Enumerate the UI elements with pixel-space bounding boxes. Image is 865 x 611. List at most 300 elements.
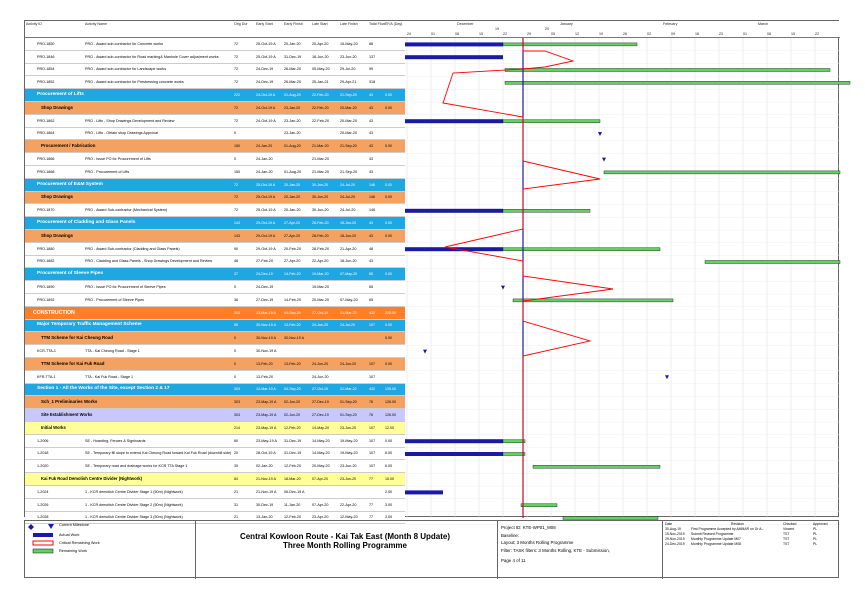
- cell-id: PRO-1862: [37, 118, 55, 123]
- cell-name: SE - Temporary road and drainage works for KCR TTA Stage 1: [85, 464, 188, 469]
- cell-tf: 99: [369, 67, 374, 72]
- cell-tf: 76: [369, 413, 373, 418]
- critical-work-swatch: [33, 541, 53, 545]
- cell-es: 13-Feb-20: [256, 361, 273, 366]
- cell-dur: 72: [234, 208, 239, 213]
- cell-es: 24-Oct-19 A: [256, 93, 276, 98]
- cell-ef: 02-Jun-20: [284, 400, 301, 405]
- band: [405, 384, 840, 397]
- group-row[interactable]: [25, 89, 405, 102]
- cell-id: KFR-TTA-1: [37, 374, 56, 379]
- cell-tf: 146: [369, 195, 375, 200]
- cell-es: 23-May-19 A: [256, 425, 277, 430]
- cell-name: PRO - Procurement of Lifts: [85, 169, 130, 174]
- cell-dur: 21: [234, 515, 239, 520]
- cell-ls: 23-Apr-20: [312, 515, 329, 520]
- cell-lf: 01-Sep-20: [340, 400, 357, 405]
- cell-dur: 0: [234, 157, 237, 162]
- cell-es: 28-Oct-19 A: [256, 451, 276, 456]
- cell-dur: 90: [234, 246, 239, 251]
- cell-es: 29-Oct-19 A: [256, 221, 276, 226]
- cell-id: PRO-1866: [37, 157, 55, 162]
- band: [405, 409, 840, 422]
- cell-lf: 29-Jul-20: [340, 67, 356, 72]
- column-header: [25, 21, 840, 38]
- cell-tf: 137: [369, 54, 376, 59]
- cell-ef: 30-Nov-19 A: [284, 336, 304, 341]
- cell-ls: 20-Mar-20: [312, 297, 330, 302]
- cell-ls: 27-Oct-19: [312, 387, 328, 392]
- cell-es: 29-Oct-19 A: [256, 246, 276, 251]
- cell-name: PRO - Award sub-contractor for Landscape works: [85, 67, 167, 72]
- cell-tfa: 0.00: [385, 105, 392, 110]
- week-label: 23: [719, 32, 723, 36]
- revision-cell: Submit Revised Programme: [691, 532, 734, 536]
- cell-name: TTA - Kai Fuk Road - Stage 1: [85, 374, 134, 379]
- cell-ls: 24-Jun-20: [312, 323, 329, 328]
- group-row[interactable]: [25, 409, 405, 422]
- actual-bar: [405, 42, 503, 46]
- year-label: 19: [495, 27, 499, 31]
- column-header-0[interactable]: Activity ID: [26, 22, 42, 26]
- cell-ef: 27-Apr-20: [284, 233, 300, 238]
- remaining-bar: [503, 209, 590, 212]
- table-row[interactable]: [25, 76, 405, 89]
- cell-es: 13-Feb-20: [256, 374, 274, 379]
- cell-tfa: 2.00: [385, 489, 393, 494]
- cell-es: 24-Dec-19: [256, 80, 274, 85]
- cell-es: 29-Oct-19 A: [256, 233, 276, 238]
- week-label: 08: [767, 32, 771, 36]
- cell-name: PRO - Lifts - Obtain shop Drawings Approval: [85, 131, 158, 136]
- cell-name: PRO - Cladding and Glass Panels - Shop Drawings Development and Review: [85, 259, 213, 264]
- remaining-work-swatch: [33, 549, 53, 553]
- cell-ef: 01-Aug-20: [284, 169, 302, 174]
- group-row[interactable]: [25, 179, 405, 192]
- cell-tf: 48: [369, 246, 374, 251]
- cell-tf: 65: [369, 272, 373, 277]
- cell-id: PRO-1854: [37, 67, 55, 72]
- column-header-1[interactable]: Activity Name: [85, 22, 107, 26]
- cell-tf: 77: [369, 477, 373, 482]
- cell-tf: 146: [369, 182, 375, 187]
- cell-id: 1-2006: [37, 438, 49, 443]
- cell-es: 27-Feb-20: [256, 259, 274, 264]
- group-row[interactable]: [25, 140, 405, 153]
- cell-es: 30-Nov-19 A: [256, 323, 276, 328]
- cell-name: 1 - KCR demolish Centre Divider Stage 3 (50m) (Nightwork): [85, 515, 183, 520]
- cell-ef: 01-Aug-20: [284, 144, 301, 149]
- table-row[interactable]: [25, 204, 405, 217]
- cell-tf: 43: [369, 105, 373, 110]
- milestone-diamond-icon: [28, 524, 34, 530]
- column-header-2[interactable]: Orig Dur: [234, 22, 248, 26]
- cell-dur: 0: [234, 374, 237, 379]
- band: [405, 268, 840, 281]
- cell-lf: 23-Jun-20: [340, 477, 357, 482]
- table-row[interactable]: [25, 460, 405, 473]
- cell-dur: 37: [234, 272, 238, 277]
- group-title: CONSTRUCTION: [33, 309, 75, 316]
- cell-name: PRO - Award sub-contractor for Road marking& Manhole Cover adjustment works: [85, 54, 219, 59]
- cell-lf: 24-Jul-20: [340, 323, 355, 328]
- table-row[interactable]: [25, 166, 405, 179]
- cell-dur: 30: [234, 464, 239, 469]
- week-label: 15: [791, 32, 795, 36]
- cell-dur: 20: [234, 451, 239, 456]
- legend-panel: [24, 520, 839, 578]
- filter-name: Filter: TASK filters: 3 Months Rolling, KTE - Submission,: [501, 547, 610, 553]
- gantt-svg: [405, 21, 840, 518]
- cell-ef: 27-Apr-20: [284, 221, 300, 226]
- cell-lf: 19-May-20: [340, 451, 358, 456]
- cell-lf: 21-Sep-20: [340, 93, 357, 98]
- group-row[interactable]: [25, 320, 405, 333]
- baseline: Baseline:: [501, 532, 520, 538]
- cell-tf: 43: [369, 118, 374, 123]
- revision-cell: Monthly Programme Update M08: [691, 542, 741, 546]
- cell-ef: 12-Feb-20: [284, 515, 302, 520]
- cell-name: PRO - Award Sub-contractor (Cladding and Glass Panels): [85, 246, 180, 251]
- table-row[interactable]: [25, 115, 405, 128]
- actual-bar: [405, 452, 503, 456]
- cell-ls: 27-Oct-19: [312, 310, 328, 315]
- cell-es: 13-Mar-19 A: [256, 310, 276, 315]
- table-row[interactable]: [25, 294, 405, 307]
- revision-cell: 29-Nov-2019: [665, 537, 685, 541]
- cell-tfa: 126.00: [385, 400, 396, 405]
- project-id: Project ID: KTE-WP01_M08: [501, 525, 556, 530]
- cell-lf: 23-Jun-20: [340, 425, 357, 430]
- band: [405, 217, 840, 230]
- revision-header: Checked: [783, 522, 797, 526]
- cell-tf: 88: [369, 41, 374, 46]
- cell-ef: 18-Mar-20: [284, 477, 301, 482]
- cell-tf: 107: [369, 464, 376, 469]
- cell-dur: 143: [234, 233, 240, 238]
- table-row[interactable]: [25, 435, 405, 448]
- cell-es: 24-Dec-19: [256, 272, 273, 277]
- group-row[interactable]: [25, 384, 405, 397]
- table-row[interactable]: [25, 128, 405, 141]
- cell-lf: 21-Apr-20: [340, 246, 357, 251]
- cell-ef: 04-Sep-20: [284, 387, 301, 392]
- table-row[interactable]: [25, 64, 405, 77]
- column-header-3[interactable]: Early Start: [256, 22, 273, 26]
- cell-ef: 20-Jan-20: [284, 182, 301, 187]
- cell-tf: 43: [369, 131, 374, 136]
- cell-ef: 13-Feb-20: [284, 323, 301, 328]
- cell-ls: 22-Feb-20: [312, 93, 329, 98]
- table-row[interactable]: [25, 243, 405, 256]
- cell-ls: 22-Apr-20: [312, 259, 329, 264]
- cell-id: PRO-1864: [37, 131, 55, 136]
- cell-id: PRO-1870: [37, 208, 55, 213]
- cell-tfa: 15.00: [385, 477, 394, 482]
- week-label: 22: [815, 32, 819, 36]
- remaining-bar: [533, 465, 660, 468]
- month-label: March: [758, 22, 768, 26]
- cell-ef: 06-Dec-19 A: [284, 489, 305, 494]
- cell-lf: 21-Mar-22: [340, 310, 357, 315]
- cell-id: KCR-TTA-1: [37, 349, 56, 354]
- table-row[interactable]: [25, 345, 405, 358]
- cell-tfa: 0.00: [385, 323, 392, 328]
- revision-cell: PL: [813, 542, 818, 546]
- band: [405, 89, 840, 102]
- cell-id: 1-2020: [37, 464, 49, 469]
- cell-tfa: 126.00: [385, 413, 396, 418]
- cell-dur: 84: [234, 477, 238, 482]
- revision-table: [662, 521, 840, 579]
- page-number: Page 4 of 11: [501, 558, 526, 563]
- cell-ef: 31-Dec-19: [284, 54, 302, 59]
- remaining-bar: [505, 81, 850, 84]
- report-title: Central Kowloon Route - Kai Tak East (Month 8 Update): [239, 532, 451, 541]
- week-label: 15: [479, 32, 483, 36]
- title-block: [200, 532, 490, 550]
- week-label: 19: [599, 32, 603, 36]
- milestone-marker: [423, 350, 427, 354]
- cell-ef: 26-Mar-20: [284, 80, 302, 85]
- group-row[interactable]: [25, 332, 405, 345]
- cell-lf: 18-Jun-20: [340, 233, 357, 238]
- cell-ls: 14-May-20: [312, 451, 330, 456]
- cell-tf: 76: [369, 400, 373, 405]
- cell-name: PRO - Award Sub-contractor (Mechanical System): [85, 208, 168, 213]
- band: [405, 307, 840, 320]
- cell-tf: 77: [369, 502, 374, 507]
- milestone-marker: [598, 132, 602, 136]
- band: [405, 396, 840, 409]
- cell-ls: 21-Mar-20: [312, 144, 329, 149]
- cell-tfa: 225.50: [385, 310, 396, 315]
- remaining-bar: [503, 453, 525, 456]
- cell-tf: 107: [369, 323, 375, 328]
- cell-es: 24-Jan-20: [256, 157, 273, 162]
- progress-line: [443, 38, 613, 518]
- group-title: Procurement of Lifts: [37, 92, 84, 98]
- cell-ls: 27-Dec-19: [312, 400, 329, 405]
- month-label: January: [560, 22, 573, 26]
- cell-tf: 146: [369, 208, 376, 213]
- cell-ef: 23-Jan-20: [284, 131, 301, 136]
- column-header-5[interactable]: Late Start: [312, 22, 328, 26]
- cell-ef: 20-Jan-20: [284, 41, 301, 46]
- cell-es: 25-Oct-19 A: [256, 182, 276, 187]
- group-title: Sch_1 Preliminaries Works: [41, 399, 98, 405]
- group-row[interactable]: [25, 268, 405, 281]
- cell-dur: 303: [234, 387, 240, 392]
- table-row[interactable]: [25, 499, 405, 512]
- band: [405, 358, 840, 371]
- cell-ef: 12-Feb-20: [284, 425, 301, 430]
- cell-ls: 20-Apr-20: [312, 41, 329, 46]
- cell-ls: 28-Feb-20: [312, 246, 330, 251]
- cell-ls: 21-Mar-20: [312, 169, 330, 174]
- cell-dur: 0: [234, 349, 237, 354]
- revision-header: Revision: [731, 522, 745, 526]
- cell-id: 1-2028: [37, 515, 49, 520]
- cell-lf: 24-Jul-20: [340, 195, 355, 200]
- group-row[interactable]: [25, 102, 405, 115]
- cell-tfa: 0.00: [385, 182, 392, 187]
- cell-id: PRO-1868: [37, 169, 55, 174]
- cell-name: PRO - Award sub-contractor for Concrete works: [85, 41, 164, 46]
- cell-ls: 22-Feb-20: [312, 105, 329, 110]
- revision-cell: 15-Nov-2019: [665, 532, 685, 536]
- cell-id: 1-2026: [37, 502, 49, 507]
- column-header-4[interactable]: Early Finish: [284, 22, 303, 26]
- cell-tf: 43: [369, 157, 374, 162]
- cell-dur: 214: [234, 425, 240, 430]
- cell-ef: 20-Feb-20: [284, 246, 302, 251]
- table-row[interactable]: [25, 38, 405, 51]
- cell-ef: 31-Dec-19: [284, 451, 302, 456]
- band: [405, 332, 840, 345]
- remaining-bar: [705, 261, 840, 264]
- cell-ef: 04-Sep-20: [284, 310, 301, 315]
- cell-dur: 31: [234, 502, 239, 507]
- table-row[interactable]: [25, 448, 405, 461]
- cell-ef: 31-Dec-19: [284, 438, 302, 443]
- cell-lf: 20-Mar-20: [340, 118, 358, 123]
- cell-name: SE - Hoarding, Fences & Signboards: [85, 438, 146, 443]
- group-title: Procurement of Cladding and Glass Panels: [37, 220, 136, 226]
- cell-tf: 65: [369, 297, 374, 302]
- cell-tf: 432: [369, 387, 375, 392]
- actual-bar: [405, 247, 503, 251]
- week-label: 22: [503, 32, 507, 36]
- milestone-marker: [501, 286, 505, 290]
- group-title: Major Temporary Traffic Management Scheme: [37, 322, 142, 328]
- table-row[interactable]: [25, 486, 405, 499]
- cell-es: 23-May-19 A: [256, 400, 277, 405]
- cell-dur: 72: [234, 195, 238, 200]
- group-row[interactable]: [25, 396, 405, 409]
- cell-dur: 72: [234, 118, 239, 123]
- cell-ls: 20-May-20: [312, 464, 330, 469]
- group-row[interactable]: [25, 192, 405, 205]
- cell-es: 25-Oct-19 A: [256, 195, 276, 200]
- cell-ls: 21-Mar-20: [312, 157, 330, 162]
- cell-ls: 30-Jun-20: [312, 182, 329, 187]
- cell-id: 1-2018: [37, 451, 49, 456]
- cell-lf: 20-Mar-20: [340, 131, 358, 136]
- band: [405, 192, 840, 205]
- table-row[interactable]: [25, 371, 405, 384]
- cell-dur: 303: [234, 413, 240, 418]
- cell-lf: 12-May-20: [340, 515, 358, 520]
- cell-tf: 107: [369, 374, 376, 379]
- group-row[interactable]: [25, 358, 405, 371]
- week-label: 12: [575, 32, 579, 36]
- cell-dur: 303: [234, 310, 240, 315]
- cell-es: 27-Dec-19: [256, 297, 274, 302]
- group-title: Shop Drawings: [41, 232, 73, 238]
- cell-dur: 72: [234, 67, 239, 72]
- week-label: 05: [551, 32, 555, 36]
- actual-bar: [405, 439, 503, 443]
- actual-bar: [405, 490, 443, 494]
- group-row[interactable]: [25, 422, 405, 435]
- cell-ls: 07-Apr-20: [312, 477, 328, 482]
- cell-tfa: 6.00: [385, 464, 393, 469]
- actual-bar: [405, 119, 503, 123]
- cell-tf: 43: [369, 144, 373, 149]
- legend-current-milestone: Current Milestone: [59, 523, 89, 527]
- cell-tfa: 0.00: [385, 272, 392, 277]
- legend-actual-work: Actual Work: [59, 533, 80, 537]
- week-label: 24: [407, 32, 411, 36]
- cell-dur: 21: [234, 489, 239, 494]
- cell-es: 21-Nov-19 A: [256, 489, 277, 494]
- cell-dur: 0: [234, 285, 237, 290]
- revision-cell: 24-Dec-2019: [665, 542, 685, 546]
- column-header-7[interactable]: Total Float: [369, 22, 386, 26]
- group-row[interactable]: [25, 217, 405, 230]
- group-row[interactable]: [25, 230, 405, 243]
- revision-header: Approved: [813, 522, 828, 526]
- milestone-triangle-icon: [48, 524, 54, 529]
- table-row[interactable]: [25, 256, 405, 269]
- group-title: TTM Scheme for Kai Cheung Road: [41, 335, 113, 341]
- cell-es: 24-Dec-19: [256, 67, 274, 72]
- cell-tf: 65: [369, 285, 374, 290]
- cell-ls: 28-Feb-20: [312, 233, 329, 238]
- report-subtitle: Three Month Rolling Programme: [282, 541, 407, 550]
- cell-ef: 14-Feb-20: [284, 272, 301, 277]
- cell-ef: 20-Jan-20: [284, 195, 301, 200]
- cell-id: PRO-1890: [37, 285, 55, 290]
- cell-dur: 143: [234, 221, 240, 226]
- cell-es: 25-Oct-19 A: [256, 54, 276, 59]
- column-header-6[interactable]: Late Finish: [340, 22, 358, 26]
- table-row[interactable]: [25, 153, 405, 166]
- revision-cell: First Programme Accepted by AMMAR on Gr A...: [691, 527, 765, 531]
- remaining-bar: [521, 504, 557, 507]
- cell-tf: 107: [369, 438, 376, 443]
- year-label: 20: [545, 27, 549, 31]
- cell-name: PRO - Award sub-contractor for Prestressing concrete works: [85, 80, 184, 85]
- layout-name: Layout: 3 Months Rolling Programme: [501, 540, 574, 545]
- band: [405, 422, 840, 435]
- cell-tfa: 0.00: [385, 221, 392, 226]
- table-row[interactable]: [25, 281, 405, 294]
- cell-tfa: 3.00: [385, 515, 393, 520]
- band: [405, 140, 840, 153]
- cell-lf: 07-May-20: [340, 297, 358, 302]
- revision-header: Date: [665, 522, 673, 526]
- revision-cell: TST: [783, 542, 790, 546]
- cell-dur: 0: [234, 361, 236, 366]
- cell-lf: 21-Mar-22: [340, 387, 357, 392]
- cell-ls: 07-Apr-20: [312, 502, 329, 507]
- group-row[interactable]: [25, 473, 405, 486]
- revision-cell: 30-Aug-19: [665, 527, 681, 531]
- week-label: 02: [647, 32, 651, 36]
- cell-tfa: 0.00: [385, 144, 392, 149]
- cell-es: 24-Oct-19 A: [256, 105, 276, 110]
- cell-es: 24-Jan-20: [256, 144, 273, 149]
- cell-tfa: 12.00: [385, 425, 394, 430]
- table-row[interactable]: [25, 51, 405, 64]
- column-header-8[interactable]: TF/A (Day): [385, 22, 403, 26]
- legend-critical-work: Critical Remaining Work: [59, 541, 100, 545]
- revision-cell: PL: [813, 537, 818, 541]
- cell-lf: 01-Sep-20: [340, 413, 357, 418]
- group-row[interactable]: [25, 307, 405, 320]
